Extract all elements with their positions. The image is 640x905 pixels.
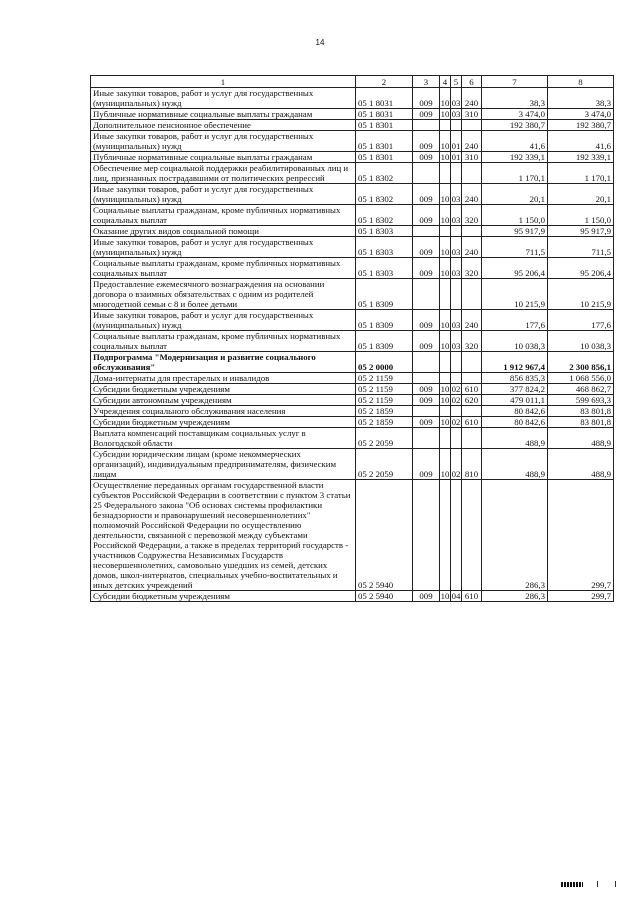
row-subsection	[451, 120, 462, 131]
row-subsection: 03	[451, 237, 462, 258]
row-amount-col7: 41,6	[482, 131, 548, 152]
column-header: 7	[482, 76, 548, 88]
row-ministry-code	[413, 352, 440, 373]
column-header: 2	[356, 76, 413, 88]
row-code: 05 1 8302	[356, 184, 413, 205]
row-code: 05 1 8303	[356, 258, 413, 279]
table-row	[91, 152, 614, 163]
row-name: Публичные нормативные социальные выплаты гражданам	[91, 109, 356, 120]
row-name: Подпрограмма "Модернизация и развитие социального обслуживания"	[91, 352, 356, 373]
row-amount-col8: 599 693,3	[548, 395, 614, 406]
row-amount-col8: 83 801,8	[548, 406, 614, 417]
row-code: 05 1 8309	[356, 279, 413, 310]
row-amount-col7: 3 474,0	[482, 109, 548, 120]
row-expense-type: 310	[462, 152, 482, 163]
row-amount-col8: 192 339,1	[548, 152, 614, 163]
row-name: Субсидии бюджетным учреждениям	[91, 417, 356, 428]
table-row	[91, 237, 614, 258]
row-amount-col8: 1 170,1	[548, 163, 614, 184]
row-amount-col7: 20,1	[482, 184, 548, 205]
row-expense-type: 310	[462, 109, 482, 120]
row-amount-col8: 299,7	[548, 591, 614, 602]
table-row	[91, 258, 614, 279]
table-row	[91, 384, 614, 395]
row-amount-col8: 2 300 856,1	[548, 352, 614, 373]
row-subsection: 02	[451, 449, 462, 480]
table-row	[91, 591, 614, 602]
row-expense-type	[462, 163, 482, 184]
row-amount-col8: 488,9	[548, 449, 614, 480]
row-subsection	[451, 352, 462, 373]
row-subsection: 03	[451, 310, 462, 331]
row-ministry-code: 009	[413, 152, 440, 163]
column-header: 3	[413, 76, 440, 88]
row-subsection: 03	[451, 109, 461, 119]
row-subsection: 03	[451, 331, 462, 352]
column-header: 8	[548, 76, 614, 88]
row-ministry-code: 009	[413, 88, 440, 109]
row-ministry-code	[413, 226, 440, 237]
row-amount-col7: 38,3	[482, 88, 548, 109]
row-section	[440, 352, 451, 373]
row-ministry-code	[413, 480, 440, 591]
row-expense-type	[462, 352, 482, 373]
row-subsection: 01	[451, 152, 461, 162]
row-section: 10	[440, 591, 450, 601]
row-name: Иные закупки товаров, работ и услуг для государственных (муниципальных) нужд	[91, 184, 356, 205]
row-section	[440, 279, 451, 310]
row-amount-col7: 10 215,9	[482, 279, 548, 310]
column-header: 4	[440, 76, 451, 88]
row-amount-col7: 192 339,1	[482, 152, 548, 163]
row-amount-col7: 286,3	[482, 480, 548, 591]
row-name: Социальные выплаты гражданам, кроме публичных нормативных социальных выплат	[91, 205, 356, 226]
row-section: 10	[440, 109, 450, 119]
row-amount-col7: 1 170,1	[482, 163, 548, 184]
row-name: Обеспечение мер социальной поддержки реабилитированных лиц и лиц, признанных пострадавшими от политических репрессий	[91, 163, 356, 184]
row-ministry-code: 009	[413, 131, 440, 152]
row-expense-type: 240	[462, 237, 482, 258]
row-expense-type: 610	[462, 417, 482, 428]
row-code: 05 2 1159	[356, 395, 413, 406]
row-expense-type: 810	[462, 449, 482, 480]
scan-mark	[597, 881, 598, 887]
row-amount-col8: 95 917,9	[548, 226, 614, 237]
row-amount-col7: 856 835,3	[482, 373, 548, 384]
row-name: Предоставление ежемесячного вознаграждения на основании договора о взаимных обязательствах с одним из родителей многодетной семьи с 8 и более детьми	[91, 279, 356, 310]
row-expense-type	[462, 279, 482, 310]
row-amount-col8: 192 380,7	[548, 120, 614, 131]
row-expense-type: 320	[462, 331, 482, 352]
row-subsection: 01	[451, 131, 462, 152]
row-expense-type: 240	[462, 310, 482, 331]
row-amount-col8: 20,1	[548, 184, 614, 205]
table-row	[91, 449, 614, 480]
row-amount-col7: 95 206,4	[482, 258, 548, 279]
row-amount-col7: 10 038,3	[482, 331, 548, 352]
row-ministry-code: 009	[413, 331, 440, 352]
row-name: Субсидии бюджетным учреждениям	[91, 384, 356, 395]
row-amount-col7: 95 917,9	[482, 226, 548, 237]
row-section: 10	[440, 395, 450, 405]
row-code: 05 2 1159	[356, 373, 413, 384]
row-name: Иные закупки товаров, работ и услуг для государственных (муниципальных) нужд	[91, 237, 356, 258]
row-amount-col7: 80 842,6	[482, 417, 548, 428]
row-subsection: 04	[451, 591, 461, 601]
row-subsection	[451, 373, 462, 384]
row-name: Публичные нормативные социальные выплаты гражданам	[91, 152, 356, 163]
row-expense-type: 240	[462, 88, 482, 109]
row-expense-type	[462, 120, 482, 131]
row-ministry-code: 009	[413, 310, 440, 331]
row-subsection	[451, 163, 462, 184]
row-amount-col7: 479 011,1	[482, 395, 548, 406]
row-name: Субсидии автономным учреждениям	[91, 395, 356, 406]
row-ministry-code: 009	[413, 184, 440, 205]
row-section: 10	[440, 131, 451, 152]
row-expense-type	[462, 480, 482, 591]
table-row	[91, 406, 614, 417]
row-name: Осуществление переданных органам государственной власти субъектов Российской Федерации в соответствии с пунктом 3 статьи 25 Федерального закона "Об основах системы профилактики безнадзорности и правонарушений несовершеннолетних" полномочий Российской Федерации по осуществлению деятельности, связанной с перевозкой между субъектами Российской Федерации, а также в пределах территорий государств - участников Содружества Независимых Государств несовершеннолетних, самовольно ушедших из семей, детских домов, школ-интернатов, специальных учебно-воспитательных и иных детских учреждений	[91, 480, 356, 591]
row-section: 10	[440, 258, 451, 279]
page-number: 14	[315, 38, 325, 47]
row-expense-type: 320	[462, 258, 482, 279]
row-amount-col8: 711,5	[548, 237, 614, 258]
row-ministry-code: 009	[413, 109, 440, 120]
row-amount-col8: 41,6	[548, 131, 614, 152]
row-code: 05 2 5940	[356, 480, 413, 591]
row-section: 10	[440, 449, 451, 480]
row-subsection	[451, 279, 462, 310]
table-row	[91, 428, 614, 449]
barcode-mark	[561, 882, 583, 887]
row-ministry-code	[413, 373, 440, 384]
row-subsection: 03	[451, 258, 462, 279]
row-amount-col7: 177,6	[482, 310, 548, 331]
row-subsection: 02	[451, 395, 461, 405]
row-code: 05 1 8302	[356, 205, 413, 226]
row-subsection	[451, 406, 462, 417]
row-ministry-code	[413, 163, 440, 184]
row-expense-type: 610	[462, 384, 482, 395]
table-row	[91, 226, 614, 237]
row-expense-type	[462, 226, 482, 237]
row-section	[440, 428, 451, 449]
row-section	[440, 226, 451, 237]
row-code: 05 1 8303	[356, 226, 413, 237]
row-section: 10	[440, 152, 450, 162]
row-amount-col8: 177,6	[548, 310, 614, 331]
row-amount-col8: 488,9	[548, 428, 614, 449]
row-expense-type: 610	[462, 591, 482, 602]
row-section: 10	[440, 310, 451, 331]
row-amount-col7: 80 842,6	[482, 406, 548, 417]
row-amount-col7: 488,9	[482, 449, 548, 480]
row-subsection: 03	[451, 205, 462, 226]
row-name: Оказание других видов социальной помощи	[91, 226, 356, 237]
row-name: Субсидии бюджетным учреждениям	[91, 591, 356, 602]
budget-table	[90, 75, 614, 602]
row-amount-col7: 192 380,7	[482, 120, 548, 131]
row-name: Иные закупки товаров, работ и услуг для государственных (муниципальных) нужд	[91, 131, 356, 152]
row-section	[440, 480, 451, 591]
row-name: Выплата компенсаций поставщикам социальных услуг в Вологодской области	[91, 428, 356, 449]
scan-mark	[615, 881, 616, 887]
row-code: 05 1 8031	[356, 88, 413, 109]
row-code: 05 1 8301	[356, 131, 413, 152]
row-expense-type: 620	[462, 395, 482, 406]
table-row	[91, 395, 614, 406]
row-code: 05 2 5940	[356, 591, 413, 602]
row-code: 05 1 8301	[356, 152, 413, 163]
row-name: Учреждения социального обслуживания населения	[91, 406, 356, 417]
row-ministry-code: 009	[413, 205, 440, 226]
row-subsection: 03	[451, 88, 462, 109]
row-subsection: 02	[451, 384, 461, 394]
table-row	[91, 131, 614, 152]
row-amount-col8: 1 068 556,0	[548, 373, 614, 384]
row-name: Субсидии юридическим лицам (кроме некоммерческих организаций), индивидуальным предпринимателям, физическим лицам	[91, 449, 356, 480]
row-ministry-code: 009	[413, 258, 440, 279]
column-header: 1	[91, 76, 356, 88]
table-row	[91, 109, 614, 120]
row-ministry-code: 009	[413, 591, 440, 602]
row-amount-col7: 1 150,0	[482, 205, 548, 226]
row-name: Дома-интернаты для престарелых и инвалидов	[91, 373, 356, 384]
row-section: 10	[440, 331, 451, 352]
table-row	[91, 184, 614, 205]
row-amount-col8: 83 801,8	[548, 417, 614, 428]
table-row	[91, 373, 614, 384]
table-row	[91, 88, 614, 109]
row-ministry-code	[413, 120, 440, 131]
row-code: 05 2 1859	[356, 417, 413, 428]
column-header: 6	[462, 76, 482, 88]
row-code: 05 2 2059	[356, 449, 413, 480]
row-amount-col7: 286,3	[482, 591, 548, 602]
table-row	[91, 205, 614, 226]
row-name: Социальные выплаты гражданам, кроме публичных нормативных социальных выплат	[91, 258, 356, 279]
row-code: 05 1 8031	[356, 109, 413, 120]
table-header-row	[91, 76, 614, 88]
table-row	[91, 279, 614, 310]
row-expense-type: 240	[462, 184, 482, 205]
row-section: 10	[440, 384, 450, 394]
row-ministry-code	[413, 406, 440, 417]
row-section: 10	[440, 88, 451, 109]
row-code: 05 1 8309	[356, 310, 413, 331]
row-section: 10	[440, 184, 451, 205]
row-section: 10	[440, 237, 451, 258]
row-section: 10	[440, 417, 450, 427]
row-amount-col7: 711,5	[482, 237, 548, 258]
row-code: 05 2 1159	[356, 384, 413, 395]
table-row	[91, 120, 614, 131]
row-section: 10	[440, 205, 451, 226]
row-amount-col8: 299,7	[548, 480, 614, 591]
table-row	[91, 163, 614, 184]
row-ministry-code: 009	[413, 395, 440, 406]
row-amount-col8: 10 038,3	[548, 331, 614, 352]
table-row	[91, 480, 614, 591]
row-ministry-code: 009	[413, 449, 440, 480]
row-subsection	[451, 428, 462, 449]
row-amount-col7: 488,9	[482, 428, 548, 449]
row-ministry-code	[413, 279, 440, 310]
row-section	[440, 406, 451, 417]
row-code: 05 1 8302	[356, 163, 413, 184]
row-section	[440, 373, 451, 384]
row-name: Социальные выплаты гражданам, кроме публичных нормативных социальных выплат	[91, 331, 356, 352]
row-subsection	[451, 226, 462, 237]
row-name: Иные закупки товаров, работ и услуг для государственных (муниципальных) нужд	[91, 88, 356, 109]
row-amount-col8: 38,3	[548, 88, 614, 109]
row-section	[440, 120, 451, 131]
row-ministry-code: 009	[413, 384, 440, 395]
row-amount-col8: 468 862,7	[548, 384, 614, 395]
row-subsection: 02	[451, 417, 461, 427]
row-code: 05 2 0000	[356, 352, 413, 373]
table-row	[91, 352, 614, 373]
row-code: 05 1 8309	[356, 331, 413, 352]
row-amount-col8: 95 206,4	[548, 258, 614, 279]
row-section	[440, 163, 451, 184]
row-expense-type	[462, 428, 482, 449]
row-ministry-code: 009	[413, 237, 440, 258]
row-code: 05 2 1859	[356, 406, 413, 417]
row-expense-type	[462, 373, 482, 384]
row-subsection	[451, 480, 462, 591]
table-row	[91, 417, 614, 428]
row-amount-col7: 377 824,2	[482, 384, 548, 395]
row-ministry-code: 009	[413, 417, 440, 428]
row-amount-col8: 10 215,9	[548, 279, 614, 310]
row-expense-type	[462, 406, 482, 417]
row-amount-col8: 1 150,0	[548, 205, 614, 226]
row-code: 05 2 2059	[356, 428, 413, 449]
row-amount-col7: 1 912 967,4	[482, 352, 548, 373]
row-expense-type: 240	[462, 131, 482, 152]
row-name: Иные закупки товаров, работ и услуг для государственных (муниципальных) нужд	[91, 310, 356, 331]
row-amount-col8: 3 474,0	[548, 109, 614, 120]
column-header: 5	[451, 76, 462, 88]
row-name: Дополнительное пенсионное обеспечение	[91, 120, 356, 131]
row-subsection: 03	[451, 184, 462, 205]
row-code: 05 1 8303	[356, 237, 413, 258]
table-row	[91, 310, 614, 331]
table-row	[91, 331, 614, 352]
row-ministry-code	[413, 428, 440, 449]
row-expense-type: 320	[462, 205, 482, 226]
row-code: 05 1 8301	[356, 120, 413, 131]
